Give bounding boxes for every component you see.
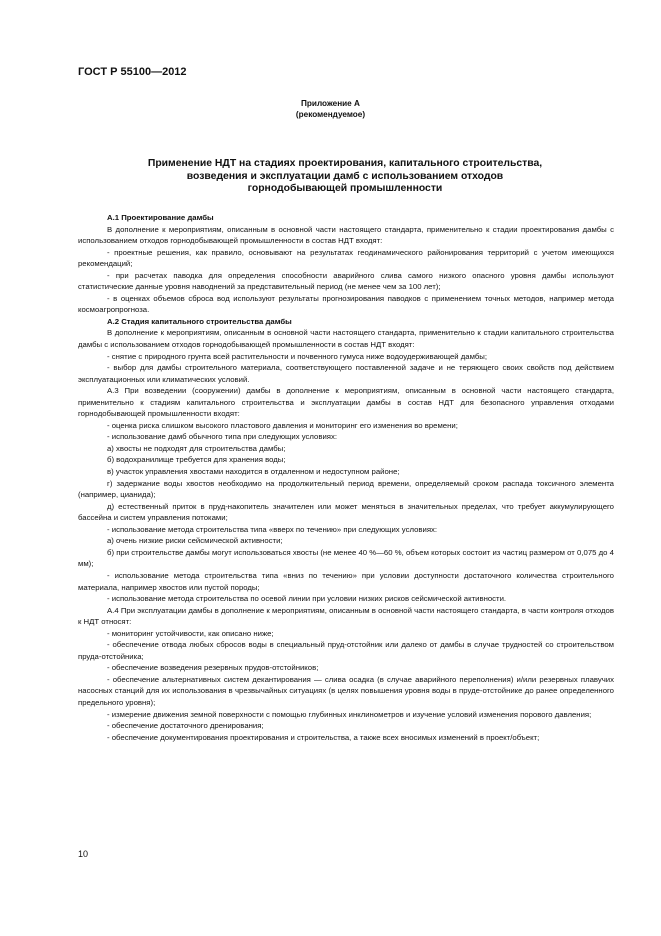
paragraph: - использование дамб обычного типа при следующих условиях: [107,432,338,442]
annex-title [100,158,590,196]
standard-number: ГОСТ Р 55100—2012 [78,66,187,78]
annex-heading [0,98,661,120]
paragraph: - проектные решения, как правило, основывают на результатах геодинамического районирования территорий с учетом имеющихся рекомендаций; [78,247,614,269]
paragraph: в) участок управления хвостами находится в отдаленном и недоступном районе; [107,467,400,477]
paragraph: а) очень низкие риски сейсмической активности; [107,536,283,546]
paragraph: А.4 При эксплуатации дамбы в дополнение к мероприятиям, описанным в основной части настоящего стандарта, в части контроля отходов к НДТ относят: [78,605,614,627]
paragraph: - мониторинг устойчивости, как описано ниже; [107,628,274,638]
annex-status: (рекомендуемое) [295,110,366,119]
paragraph: - обеспечение возведения резервных прудов-отстойников; [107,663,319,673]
paragraph: - выбор для дамбы строительного материала, соответствующего поставленной задаче и не теряющего своих свойств под действием эксплуатационных или климатических условий. [78,363,614,384]
section-heading: А.1 Проектирование дамбы [107,213,214,222]
paragraph: В дополнение к мероприятиям, описанным в основной части настоящего стандарта, применительно к стадии капитального строительства дамбы с использованием отходов горнодобывающей промышленности в состав НДТ входят: [78,328,614,350]
page-number: 10 [78,849,89,859]
annex-label: Приложение А [301,99,360,108]
paragraph: - снятие с природного грунта всей растительности и почвенного гумуса ниже водоудерживающей дамбы; [107,351,488,361]
paragraph: б) при строительстве дамбы могут использоваться хвосты (не менее 40 %—60 %, объем которых состоит из частиц размером от 0,075 до 4 мм); [78,547,614,569]
paragraph: а) хвосты не подходят для строительства дамбы; [107,443,286,453]
paragraph: - обеспечение отвода любых сбросов воды в специальный пруд-отстойник или далеко от дамбы в случае трудностей со строительством пруда-отстойника; [78,640,614,661]
paragraph: - при расчетах паводка для определения способности аварийного слива самого низкого опасного уровня дамбы используют статистические данные уровня наводнений за представительный период (не менее чем за 100 лет); [78,270,614,292]
paragraph: - обеспечение достаточного дренирования; [107,721,264,731]
paragraph: - оценка риска слишком высокого пластового давления и мониторинг его изменения во времени; [107,420,458,430]
paragraph: - обеспечение альтернативных систем декантирования — слива осадка (в случае аварийного переполнения) и/или резервных плавучих насосных станций для их использования в чрезвычайных ситуациях (в целях повышения уровня воды в пруде-отстойнике до ранее определенного предельного уровня); [78,674,614,707]
annex-title-line-1: Применение НДТ на стадиях проектирования, капитального строительства, [147,158,543,169]
paragraph: В дополнение к мероприятиям, описанным в основной части настоящего стандарта, применительно к стадии проектирования дамбы с использованием отходов горнодобывающей промышленности в состав НДТ входят: [78,224,614,246]
body-text [78,212,614,743]
paragraph: - использование метода строительства типа «вниз по течению» при условии доступности достаточного количества строительного материала, например хвостов или пустой породы; [78,570,614,592]
annex-title-line-3: горнодобывающей промышленности [247,183,443,194]
paragraph: - в оценках объемов сброса вод используют результаты прогнозирования паводков с применением точных методов, например метода космоагропрогноза. [78,293,614,315]
annex-title-line-2: возведения и эксплуатации дамб с использованием отходов [186,170,504,182]
paragraph: - использование метода строительства типа «вверх по течению» при следующих условиях: [107,524,438,534]
paragraph: - обеспечение документирования проектирования и строительства, а также всех вносимых изменений в проект/объект; [107,732,540,742]
paragraph: д) естественный приток в пруд-накопитель значителен или может меняться в значительных пределах, что требует аккумулирующего бассейна и систем управления потоками; [78,501,614,523]
paragraph: г) задержание воды хвостов необходимо на продолжительный период времени, определяемый сроком распада токсичного элемента (например, цианида); [78,478,614,500]
paragraph: - измерение движения земной поверхности с помощью глубинных инклинометров и изучение условий изменения порового давления; [107,709,592,719]
paragraph: б) водохранилище требуется для хранения воды; [107,455,286,465]
paragraph: - использование метода строительства по осевой линии при условии низких рисков сейсмической активности. [107,594,507,604]
section-heading: А.2 Стадия капитального строительства дамбы [107,316,292,326]
paragraph: А.3 При возведении (сооружении) дамбы в дополнение к мероприятиям, описанным в основной части настоящего стандарта, применительно к стадиям капитального строительства и эксплуатации дамбы в состав НДТ для безопасного управления отходами горнодобывающей промышленности входят: [78,386,614,419]
